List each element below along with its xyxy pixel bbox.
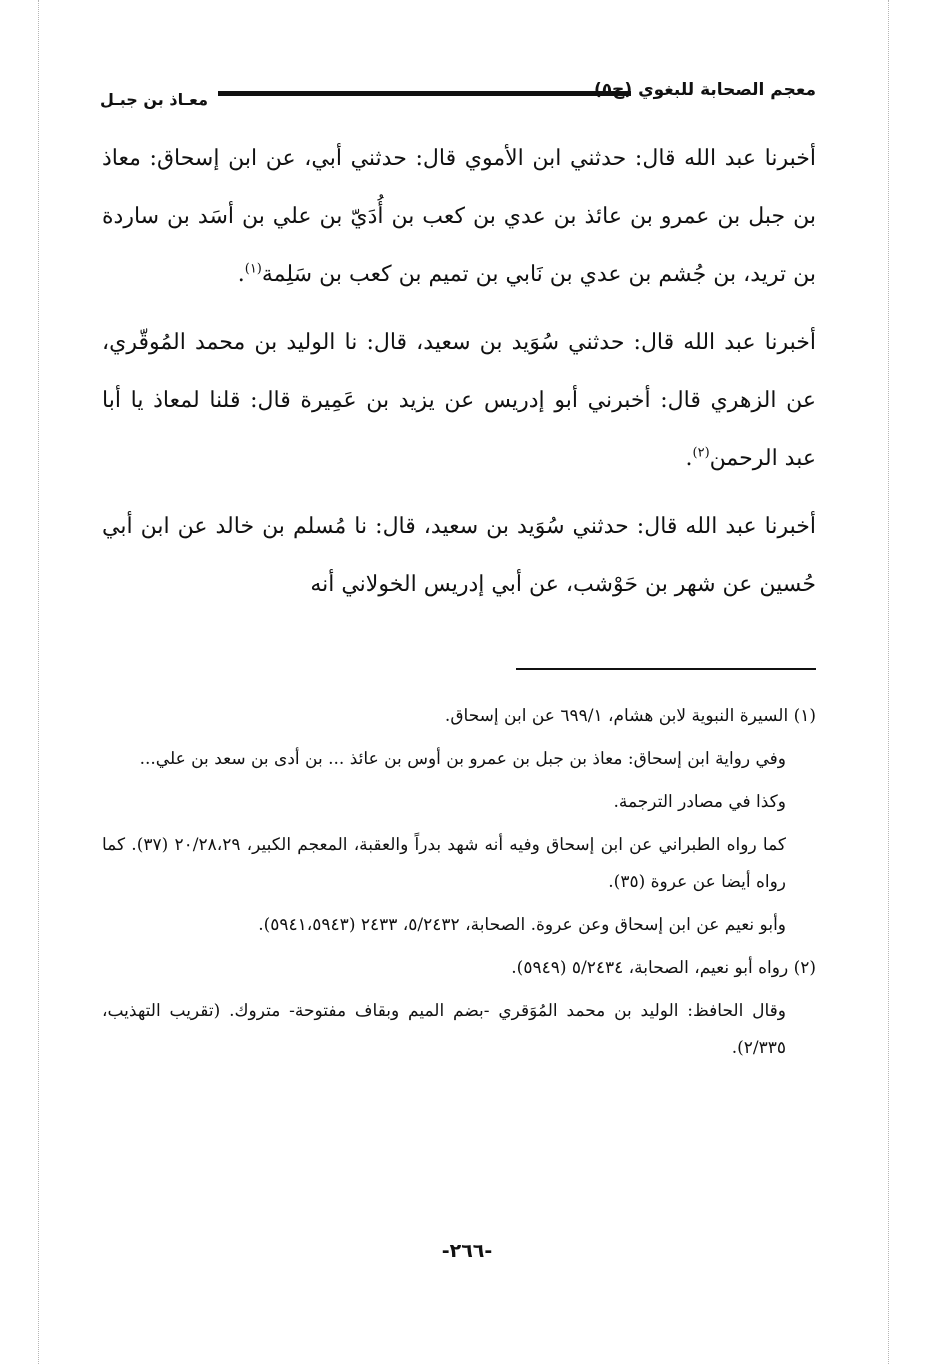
header-rule bbox=[218, 91, 631, 96]
paragraph: أخبرنا عبد الله قال: حدثني سُوَيد بن سعيد، قال: نا الوليد بن محمد المُوقّري، عن الزهري قال: أخبرني أبو إدريس عن يزيد بن عَمِيرة قال: قلنا لمعاذ يا أبا عبد الرحمن$^{(٢)}$. bbox=[102, 330, 816, 471]
page-number: -٢٦٦- bbox=[441, 1240, 493, 1262]
left-margin-dots bbox=[38, 0, 39, 1364]
footnote: (١) السيرة النبوية لابن هشام، ٦٩٩/١ عن ابن إسحاق. bbox=[444, 706, 816, 726]
paragraph: أخبرنا عبد الله قال: حدثني ابن الأموي قال: حدثني أبي، عن ابن إسحاق: معاذ بن جبل بن عمرو بن عائذ بن عدي بن كعب بن أُدَيّ بن علي بن أسَد بن ساردة بن تريد، بن جُشم بن عدي بن نَابي بن تميم بن كعب بن سَلِمة$^{(١)}$. bbox=[102, 146, 816, 287]
footnote: وكذا في مصادر الترجمة. bbox=[613, 792, 786, 812]
footnote-ref: (١) bbox=[244, 261, 262, 277]
main-text bbox=[102, 130, 816, 624]
footnote: وأبو نعيم عن ابن إسحاق وعن عروة. الصحابة، ٥/٢٤٣٢، ٢٤٣٣ (٥٩٤١،٥٩٤٣). bbox=[258, 915, 786, 935]
page-header bbox=[100, 80, 816, 116]
footnote: وفي رواية ابن إسحاق: معاذ بن جبل بن عمرو بن أوس بن عائذ ... بن أدى بن سعد بن علي... bbox=[139, 749, 786, 769]
footnote: كما رواه الطبراني عن ابن إسحاق وفيه أنه شهد بدراً والعقبة، المعجم الكبير، ٢٠/٢٨،٢٩ (٣٧). كما رواه أيضا عن عروة (٣٥). bbox=[102, 835, 786, 892]
footnote-separator bbox=[516, 668, 816, 670]
footnote: وقال الحافظ: الوليد بن محمد المُوَقري -بضم الميم وبقاف مفتوحة- متروك. (تقريب التهذيب، ٢/٣٣٥). bbox=[102, 1001, 786, 1058]
footnote-ref: (٢) bbox=[692, 445, 710, 461]
chapter-title: معـاذ بن جبـل bbox=[100, 90, 208, 109]
footnotes bbox=[102, 698, 816, 1073]
right-margin-dots bbox=[888, 0, 889, 1364]
footnote: (٢) رواه أبو نعيم، الصحابة، ٥/٢٤٣٤ (٥٩٤٩). bbox=[511, 958, 816, 978]
book-title: معجم الصحابة للبغوي (ج٥) bbox=[593, 80, 816, 100]
paragraph: أخبرنا عبد الله قال: حدثني سُوَيد بن سعيد، قال: نا مُسلم بن خالد عن ابن أبي حُسين عن شهر بن حَوْشب، عن أبي إدريس الخولاني أنه bbox=[102, 514, 816, 597]
